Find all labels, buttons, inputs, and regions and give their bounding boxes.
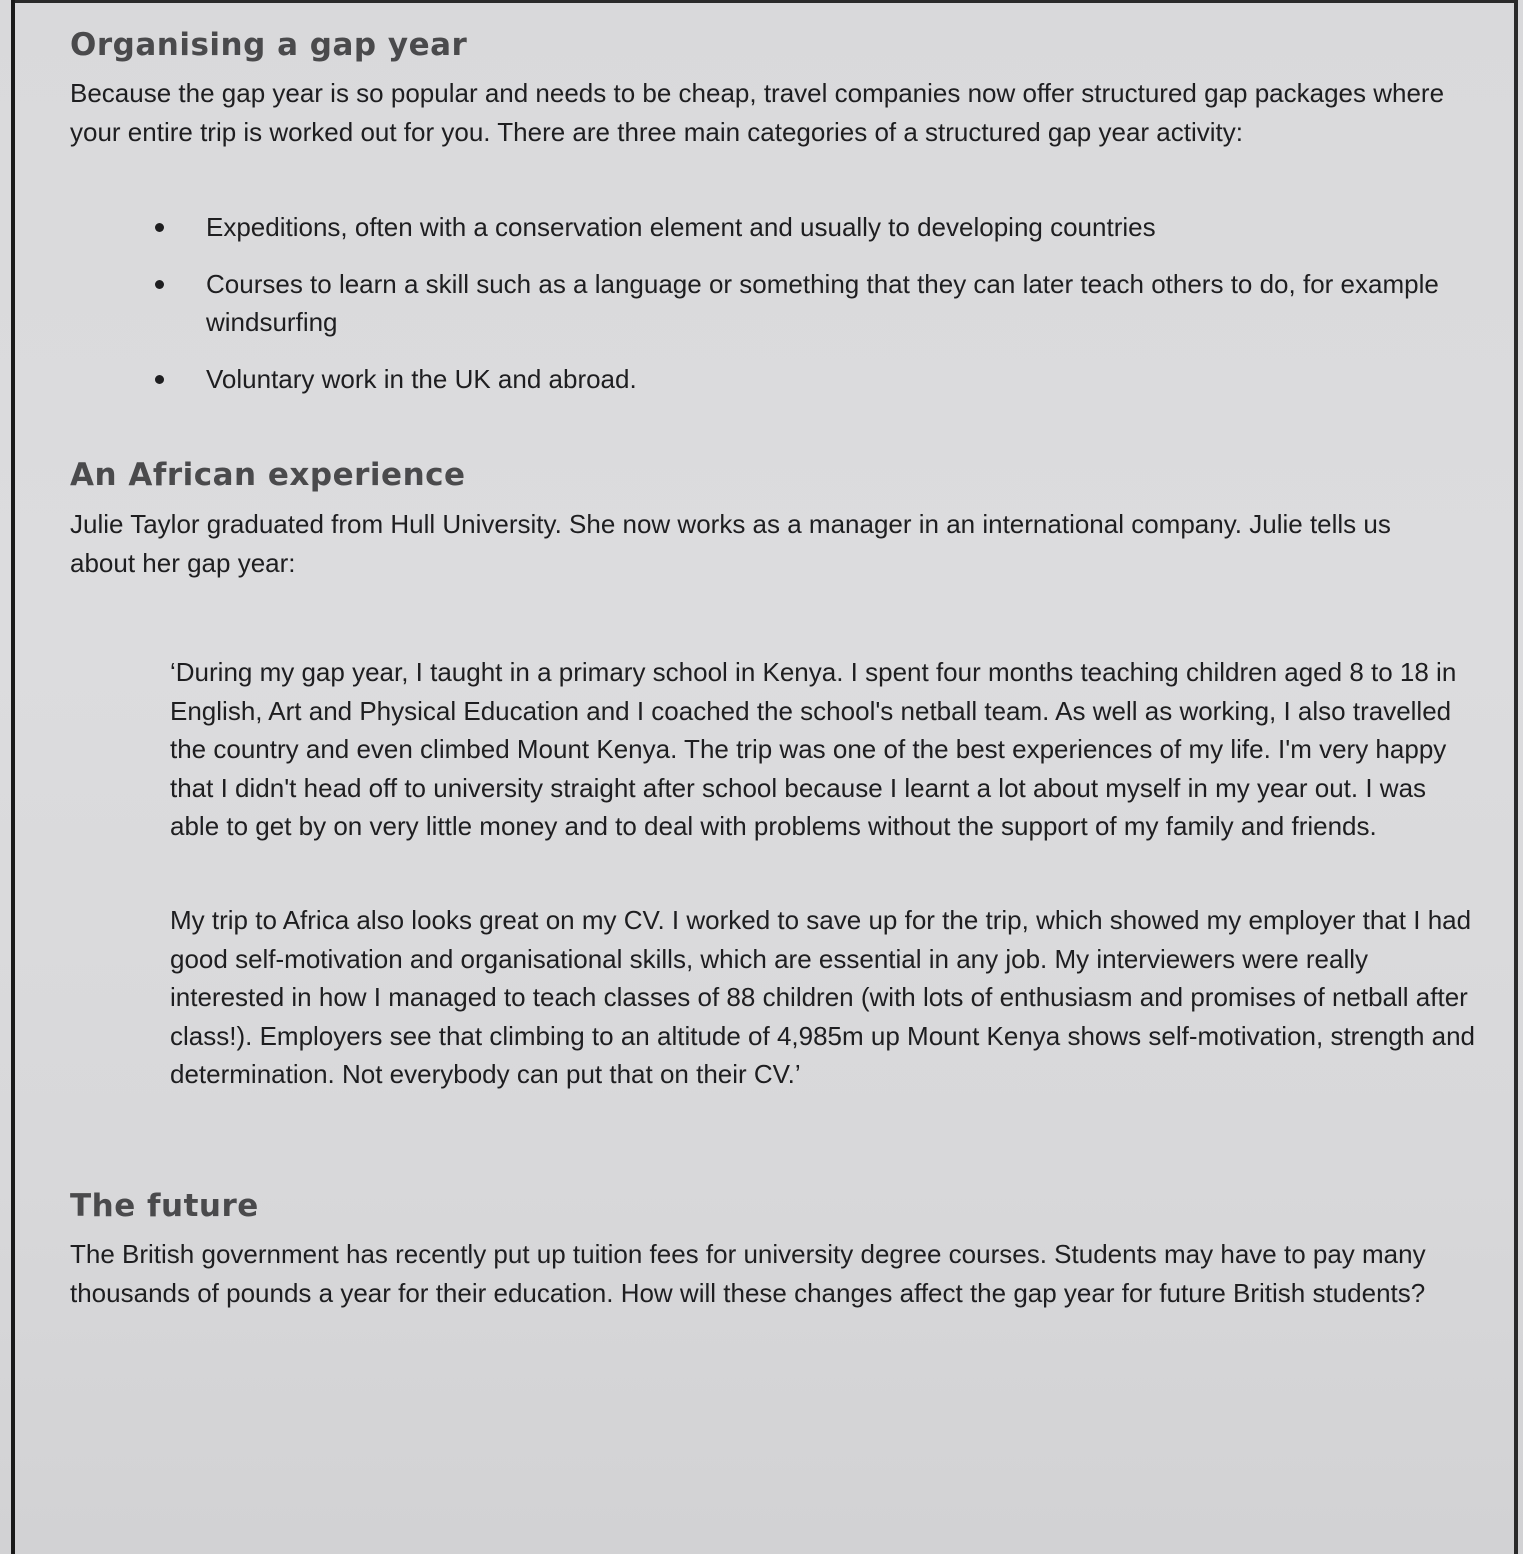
list-item xyxy=(150,265,1450,342)
page-border-left xyxy=(11,0,15,1554)
section-heading-organising: Organising a gap year xyxy=(70,27,468,63)
bullet-icon xyxy=(155,375,164,384)
page-border-top xyxy=(11,0,1518,3)
section-heading-future: The future xyxy=(70,1188,259,1224)
bullet-icon xyxy=(155,280,164,289)
section-body-future: The British government has recently put up tuition fees for university degree courses. Students may have to pay many thousands of pounds a year for their education. How will these changes affect the gap year for future British students? xyxy=(70,1239,1426,1308)
list-item-text: Courses to learn a skill such as a language or something that they can later teach others to do, for example windsurfing xyxy=(206,268,1439,337)
quote-paragraph-2: My trip to Africa also looks great on my CV. I worked to save up for the trip, which showed my employer that I had good self-motivation and organisational skills, which are essential in any job. My interviewers were really interested in how I managed to teach classes of 88 children (with lots of enthusiasm and promises of netball after class!). Employers see that climbing to an altitude of 4,985m up Mount Kenya shows self-motivation, strength and determination. Not everybody can put that on their CV.’ xyxy=(170,905,1476,1089)
list-item xyxy=(150,360,1450,399)
list-item-text: Voluntary work in the UK and abroad. xyxy=(206,363,637,394)
section-intro-african-experience: Julie Taylor graduated from Hull University. She now works as a manager in an international company. Julie tells us about her gap year: xyxy=(70,509,1391,578)
quote-paragraph-1: ‘During my gap year, I taught in a primary school in Kenya. I spent four months teaching children aged 8 to 18 in English, Art and Physical Education and I coached the school's netball team. As well as working, I also travelled the country and even climbed Mount Kenya. The trip was one of the best experiences of my life. I'm very happy that I didn't head off to university straight after school because I learnt a lot about myself in my year out. I was able to get by on very little money and to deal with problems without the support of my family and friends. xyxy=(170,657,1457,841)
section-intro-organising: Because the gap year is so popular and needs to be cheap, travel companies now offer structured gap packages where your entire trip is worked out for you. There are three main categories of a structured gap year activity: xyxy=(70,78,1445,147)
section-heading-african-experience: An African experience xyxy=(70,457,466,493)
list-item xyxy=(150,208,1450,247)
activity-categories-list xyxy=(150,208,1450,416)
bullet-icon xyxy=(155,223,164,232)
page-border-right xyxy=(1514,0,1518,1554)
list-item-text: Expeditions, often with a conservation element and usually to developing countries xyxy=(206,212,1156,242)
